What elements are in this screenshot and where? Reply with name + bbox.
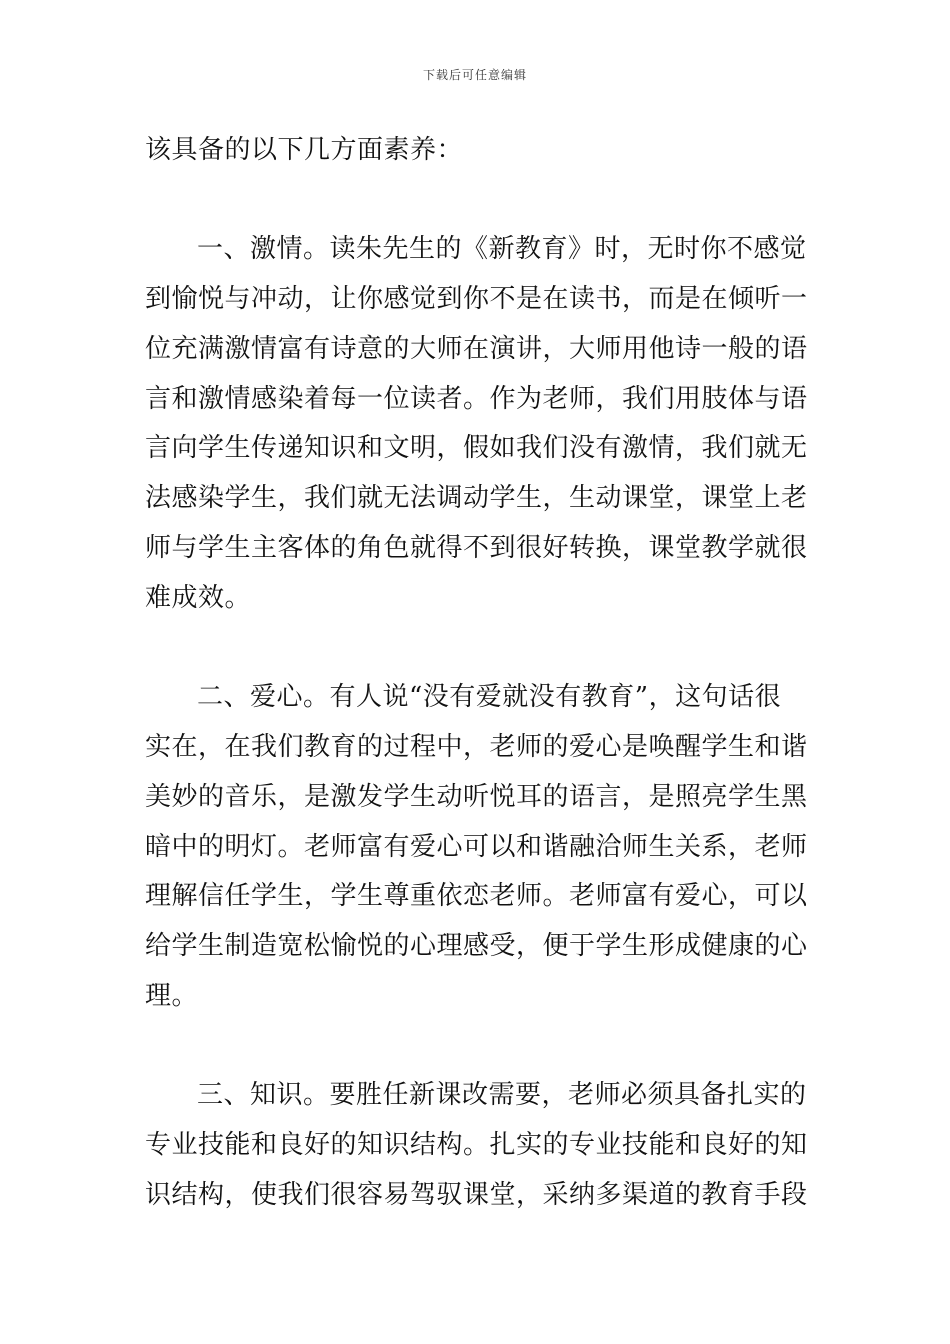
text-line: 位充满激情富有诗意的大师在演讲，大师用他诗一般的语 — [145, 334, 808, 364]
text-line: 给学生制造宽松愉悦的心理感受，便于学生形成健康的心 — [145, 931, 808, 961]
header-note: 下载后可任意编辑 — [422, 68, 527, 82]
text-line: 专业技能和良好的知识结构。扎实的专业技能和良好的知 — [145, 1130, 808, 1160]
text-line: 言向学生传递知识和文明，假如我们没有激情，我们就无 — [145, 433, 808, 463]
text-line: 该具备的以下几方面素养： — [145, 135, 464, 165]
text-line: 实在，在我们教育的过程中，老师的爱心是唤醒学生和谐 — [145, 732, 808, 762]
text-line: 美妙的音乐，是激发学生动听悦耳的语言，是照亮学生黑 — [145, 782, 808, 812]
text-line: 言和激情感染着每一位读者。作为老师，我们用肢体与语 — [145, 384, 808, 414]
text-line: 理。 — [145, 981, 199, 1011]
paragraph-first-line: 一、激情。读朱先生的《新教育》时，无时你不感觉 — [197, 234, 807, 264]
text-line: 法感染学生，我们就无法调动学生，生动课堂，课堂上老 — [145, 483, 808, 513]
text-line: 难成效。 — [145, 583, 252, 613]
text-line: 理解信任学生，学生尊重依恋老师。老师富有爱心，可以 — [145, 881, 808, 911]
text-line: 暗中的明灯。老师富有爱心可以和谐融洽师生关系，老师 — [145, 832, 808, 862]
text-line: 到愉悦与冲动，让你感觉到你不是在读书，而是在倾听一 — [145, 284, 808, 314]
text-line: 识结构，使我们很容易驾驭课堂，采纳多渠道的教育手段 — [145, 1180, 808, 1210]
paragraph-first-line: 二、爱心。有人说“没有爱就没有教育”，这句话很 — [197, 682, 782, 712]
text-line: 师与学生主客体的角色就得不到很好转换，课堂教学就很 — [145, 533, 808, 563]
paragraph-first-line: 三、知识。要胜任新课改需要，老师必须具备扎实的 — [197, 1080, 807, 1110]
